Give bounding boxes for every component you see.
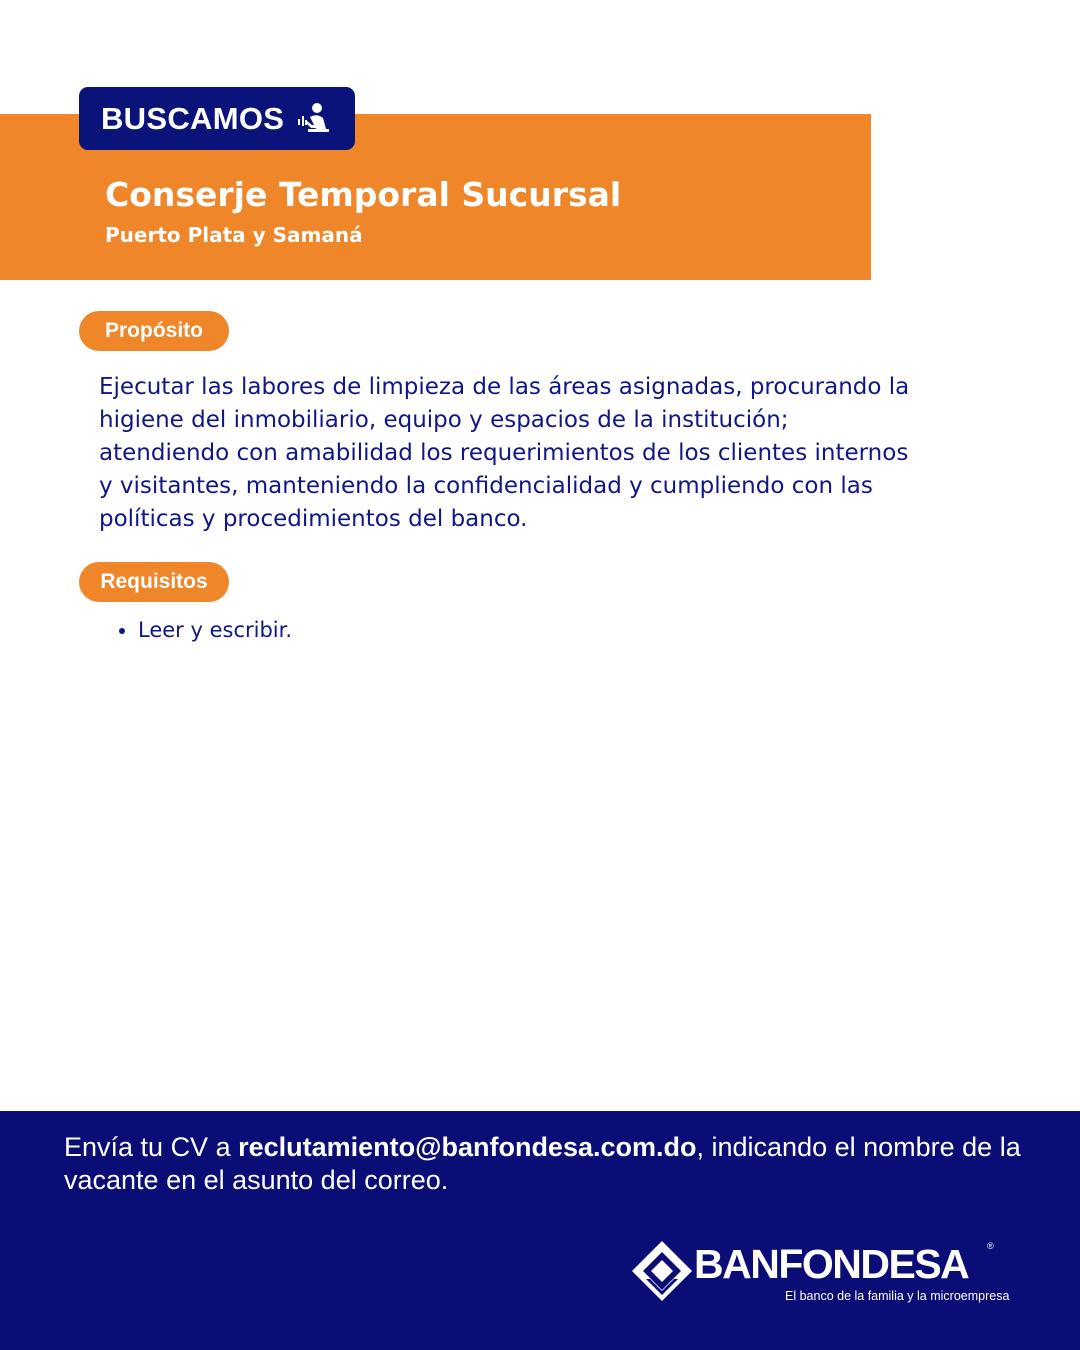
requirements-list xyxy=(99,614,292,646)
purpose-section-label: Propósito xyxy=(79,311,229,351)
requirement-item: • Leer y escribir. xyxy=(138,614,292,646)
buscamos-label: BUSCAMOS xyxy=(101,100,285,136)
logo-wordmark: BANFONDESA xyxy=(694,1241,969,1287)
cta-suffix: , indicando el nombre de la vacante en el asunto del correo. xyxy=(64,1132,1021,1195)
banfondesa-logo xyxy=(630,1239,1010,1309)
job-location: Puerto Plata y Samaná xyxy=(105,223,363,247)
buscamos-badge xyxy=(79,87,355,150)
cta-prefix: Envía tu CV a xyxy=(64,1132,239,1162)
logo-registered-mark: ® xyxy=(987,1241,994,1251)
job-title: Conserje Temporal Sucursal xyxy=(105,175,622,214)
person-at-desk-icon xyxy=(296,101,332,137)
requirements-section-label: Requisitos xyxy=(79,562,229,602)
footer-band xyxy=(0,1111,1080,1350)
purpose-text: Ejecutar las labores de limpieza de las áreas asignadas, procurando la higiene del inmobiliario, equipo y espacios de la institución; atendiendo con amabilidad los requerimientos de los clientes internos y visitantes, manteniendo la confidencialidad y cumpliendo con las políticas y procedimientos del banco. xyxy=(99,374,910,532)
apply-instructions xyxy=(64,1131,1024,1197)
banfondesa-diamond-icon xyxy=(630,1239,694,1303)
logo-tagline: El banco de la familia y la microempresa xyxy=(785,1289,1010,1303)
recruitment-email-link[interactable]: reclutamiento@banfondesa.com.do xyxy=(238,1132,697,1162)
